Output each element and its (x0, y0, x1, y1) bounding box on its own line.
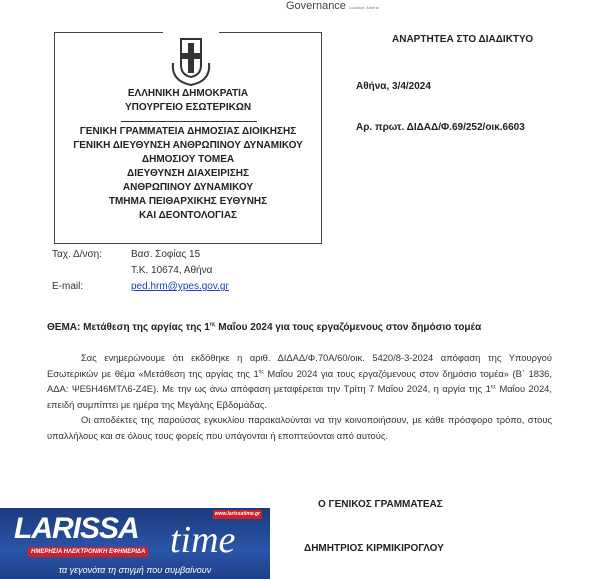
header-watermark: Governance Location: Athens (286, 0, 379, 12)
letterhead-line: ΤΜΗΜΑ ΠΕΙΘΑΡΧΙΚΗΣ ΕΥΘΥΝΗΣ (108, 196, 268, 207)
letterhead-line: ΔΗΜΟΣΙΟΥ ΤΟΜΕΑ (141, 154, 235, 165)
greek-emblem-icon (163, 33, 219, 87)
letterhead-line: ΑΝΘΡΩΠΙΝΟΥ ΔΥΝΑΜΙΚΟΥ (122, 182, 254, 193)
logo-tagline: ΗΜΕΡΗΣΙΑ ΗΛΕΚΤΡΟΝΙΚΗ ΕΦΗΜΕΡΙΔΑ (28, 547, 148, 557)
email-label: E-mail: (52, 281, 84, 292)
address-line: Τ.Κ. 10674, Αθήνα (131, 265, 213, 276)
address-label: Ταχ. Δ/νση: (52, 249, 103, 260)
logo-brand-time: time (170, 519, 236, 561)
protocol-number: Αρ. πρωτ. ΔΙΔΑΔ/Φ.69/252/οικ.6603 (356, 122, 525, 133)
email-link[interactable]: ped.hrm@ypes.gov.gr (131, 281, 229, 292)
letterhead-box (54, 32, 322, 244)
address-line: Βασ. Σοφίας 15 (131, 249, 201, 260)
letterhead-line: ΔΙΕΥΘΥΝΣΗ ΔΙΑΧΕΙΡΙΣΗΣ (127, 168, 249, 179)
paragraph: Οι αποδέκτες της παρούσας εγκυκλίου παρακαλούνται να την κοινοποιήσουν, με κάθε πρόσφορο τρόπο, στους υπαλλήλους και σε όλους τους φορείς που υπάγονται ή εποπτεύονται από αυτούς. (47, 414, 552, 441)
body-text (47, 350, 552, 443)
logo-slogan: τα γεγονότα τη στιγμή που συμβαίνουν (58, 565, 212, 575)
signature-title: Ο ΓΕΝΙΚΟΣ ΓΡΑΜΜΑΤΕΑΣ (318, 499, 443, 510)
posting-note: ΑΝΑΡΤΗΤΕΑ ΣΤΟ ΔΙΑΔΙΚΤΥΟ (392, 34, 534, 45)
logo-url: www.larissatime.gr (214, 511, 260, 517)
paragraph: Σας ενημερώνουμε ότι εκδόθηκε η αριθ. ΔΙΔΑΔ/Φ.70Α/60/οικ. 5420/8-3-2024 απόφαση της Υπουργού Εσωτερικών με θέμα «Μετάθεση της αργίας της $1^{\eta\varsigma}$ Μαΐου 2024 για τους εργαζόμενους στον δημόσιο τομέα» (Β΄ 1836, ΑΔΑ: ΨΕ5Η46ΜΤΛ6-Ζ4Ε). Με την ως άνω απόφαση μεταφέρεται την Τρίτη 7 Μαΐου 2024, η αργία της $1^{\eta\varsigma}$ Μαΐου 2024, επειδή συμπίπτει με ημέρα της Μεγάλης Εβδομάδας. (47, 352, 552, 410)
larissatime-logo (0, 508, 270, 579)
divider (121, 121, 257, 122)
logo-brand: LARISSA (14, 512, 139, 545)
letterhead-line: ΓΕΝΙΚΗ ΔΙΕΥΘΥΝΣΗ ΑΝΘΡΩΠΙΝΟΥ ΔΥΝΑΜΙΚΟΥ (73, 140, 303, 151)
letterhead-line: ΓΕΝΙΚΗ ΓΡΑΜΜΑΤΕΙΑ ΔΗΜΟΣΙΑΣ ΔΙΟΙΚΗΣΗΣ (79, 126, 297, 137)
letterhead-line: ΚΑΙ ΔΕΟΝΤΟΛΟΓΙΑΣ (138, 210, 238, 221)
subject-line: ΘΕΜΑ: Μετάθεση της αργίας της $1^{\eta\varsigma}$ Μαΐου 2024 για τους εργαζόμενους στον δημόσιο τομέα (47, 321, 482, 333)
signature-name: ΔΗΜΗΤΡΙΟΣ ΚΙΡΜΙΚΙΡΟΓΛΟΥ (304, 543, 444, 554)
letterhead-line: ΥΠΟΥΡΓΕΙΟ ΕΣΩΤΕΡΙΚΩΝ (124, 102, 252, 113)
letterhead-line: ΕΛΛΗΝΙΚΗ ΔΗΜΟΚΡΑΤΙΑ (127, 88, 249, 99)
date: Αθήνα, 3/4/2024 (356, 81, 431, 92)
